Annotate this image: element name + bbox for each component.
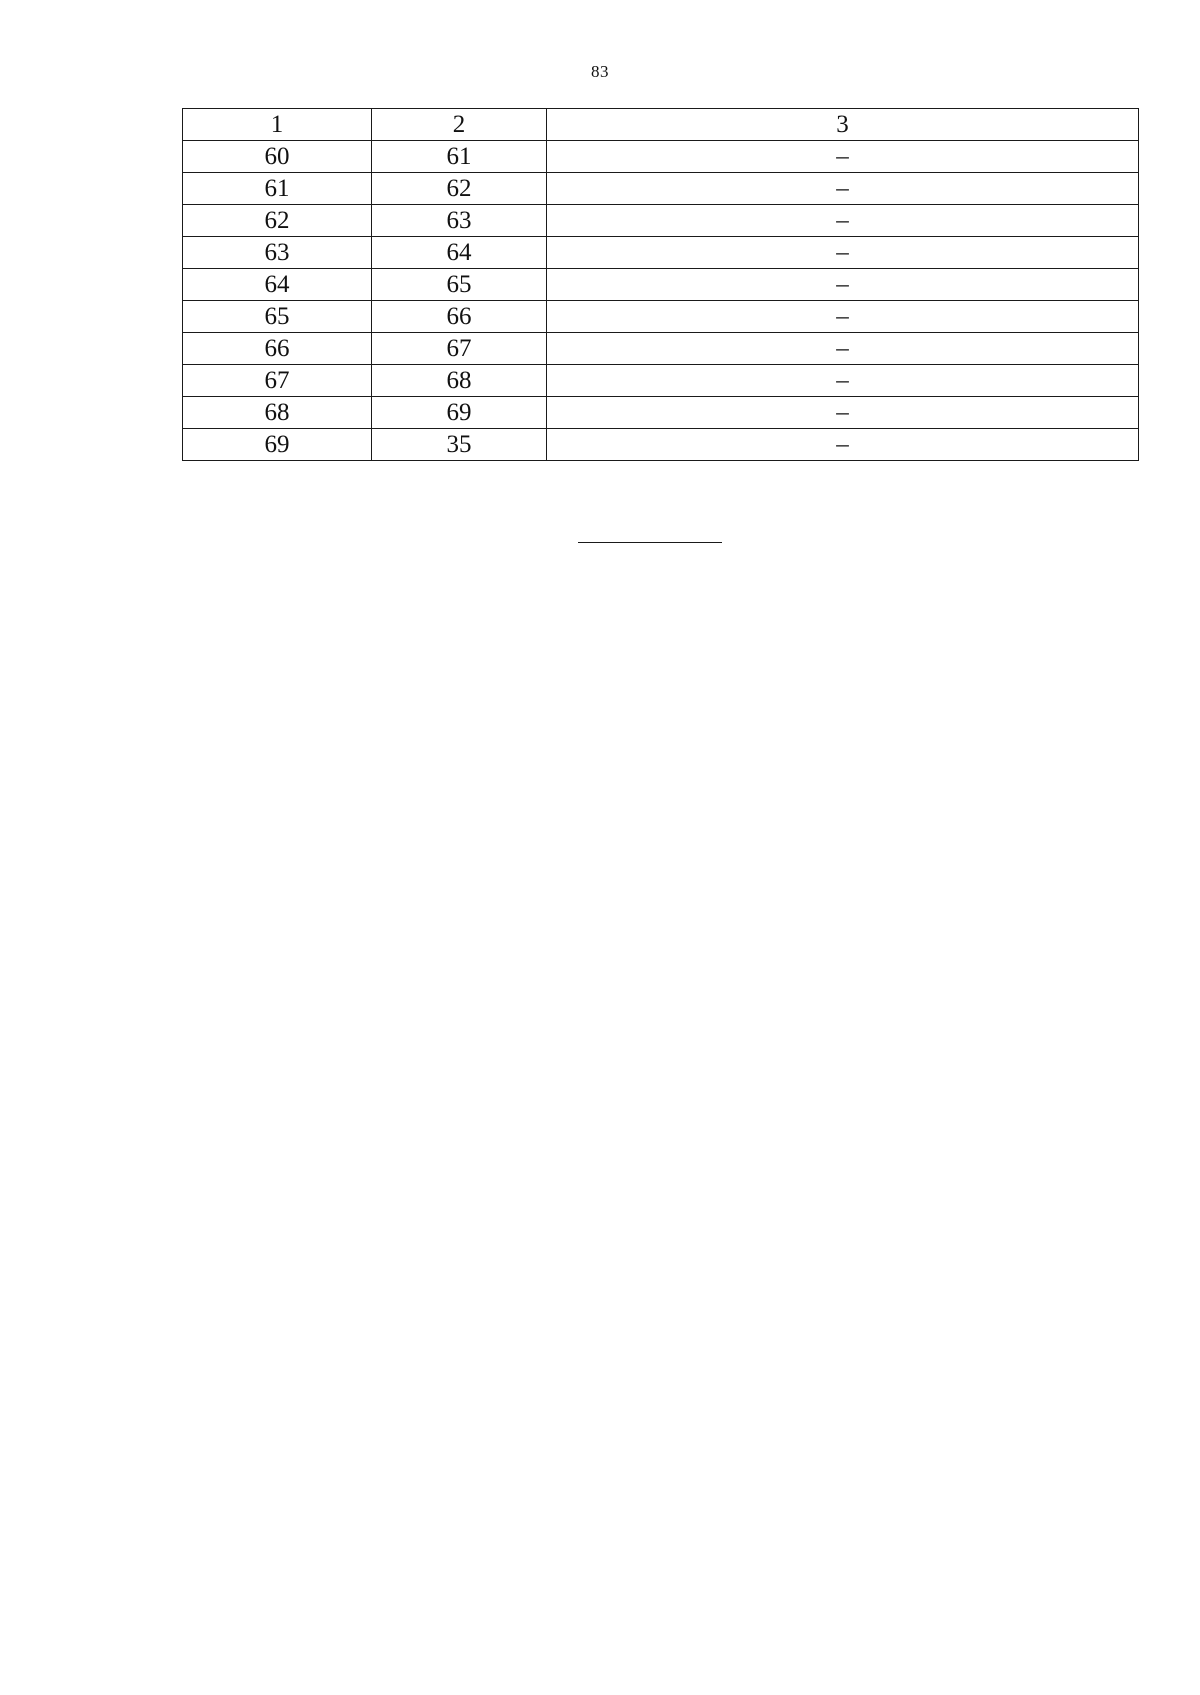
data-table <box>182 108 1139 461</box>
end-of-section-divider <box>578 542 722 543</box>
table-row <box>183 365 1139 397</box>
table-cell: – <box>547 333 1139 365</box>
table-cell: 69 <box>372 397 547 429</box>
table-cell: 60 <box>183 141 372 173</box>
table-cell: 63 <box>372 205 547 237</box>
table-cell: 62 <box>372 173 547 205</box>
table-header-row <box>183 109 1139 141</box>
table-cell: 65 <box>372 269 547 301</box>
table-row <box>183 397 1139 429</box>
table-row <box>183 269 1139 301</box>
column-header: 2 <box>372 109 547 141</box>
table-cell: 62 <box>183 205 372 237</box>
table-row <box>183 301 1139 333</box>
table-cell: 66 <box>183 333 372 365</box>
table-cell: 35 <box>372 429 547 461</box>
table-cell: – <box>547 429 1139 461</box>
table-cell: 61 <box>183 173 372 205</box>
table-cell: – <box>547 237 1139 269</box>
column-header: 3 <box>547 109 1139 141</box>
column-header: 1 <box>183 109 372 141</box>
table-cell: 64 <box>183 269 372 301</box>
table-cell: 67 <box>183 365 372 397</box>
table-cell: – <box>547 141 1139 173</box>
table-cell: 61 <box>372 141 547 173</box>
table-cell: 64 <box>372 237 547 269</box>
table-cell: – <box>547 205 1139 237</box>
table-cell: 66 <box>372 301 547 333</box>
table-cell: 67 <box>372 333 547 365</box>
table-row <box>183 173 1139 205</box>
table-cell: 63 <box>183 237 372 269</box>
page-number: 83 <box>591 62 609 81</box>
table-row <box>183 205 1139 237</box>
table-row <box>183 429 1139 461</box>
table-cell: – <box>547 173 1139 205</box>
table-cell: 69 <box>183 429 372 461</box>
table-row <box>183 141 1139 173</box>
table-cell: 68 <box>372 365 547 397</box>
table-row <box>183 237 1139 269</box>
table-cell: – <box>547 365 1139 397</box>
table-cell: – <box>547 269 1139 301</box>
table-cell: – <box>547 301 1139 333</box>
table-cell: 68 <box>183 397 372 429</box>
table-row <box>183 333 1139 365</box>
table-cell: 65 <box>183 301 372 333</box>
table-cell: – <box>547 397 1139 429</box>
